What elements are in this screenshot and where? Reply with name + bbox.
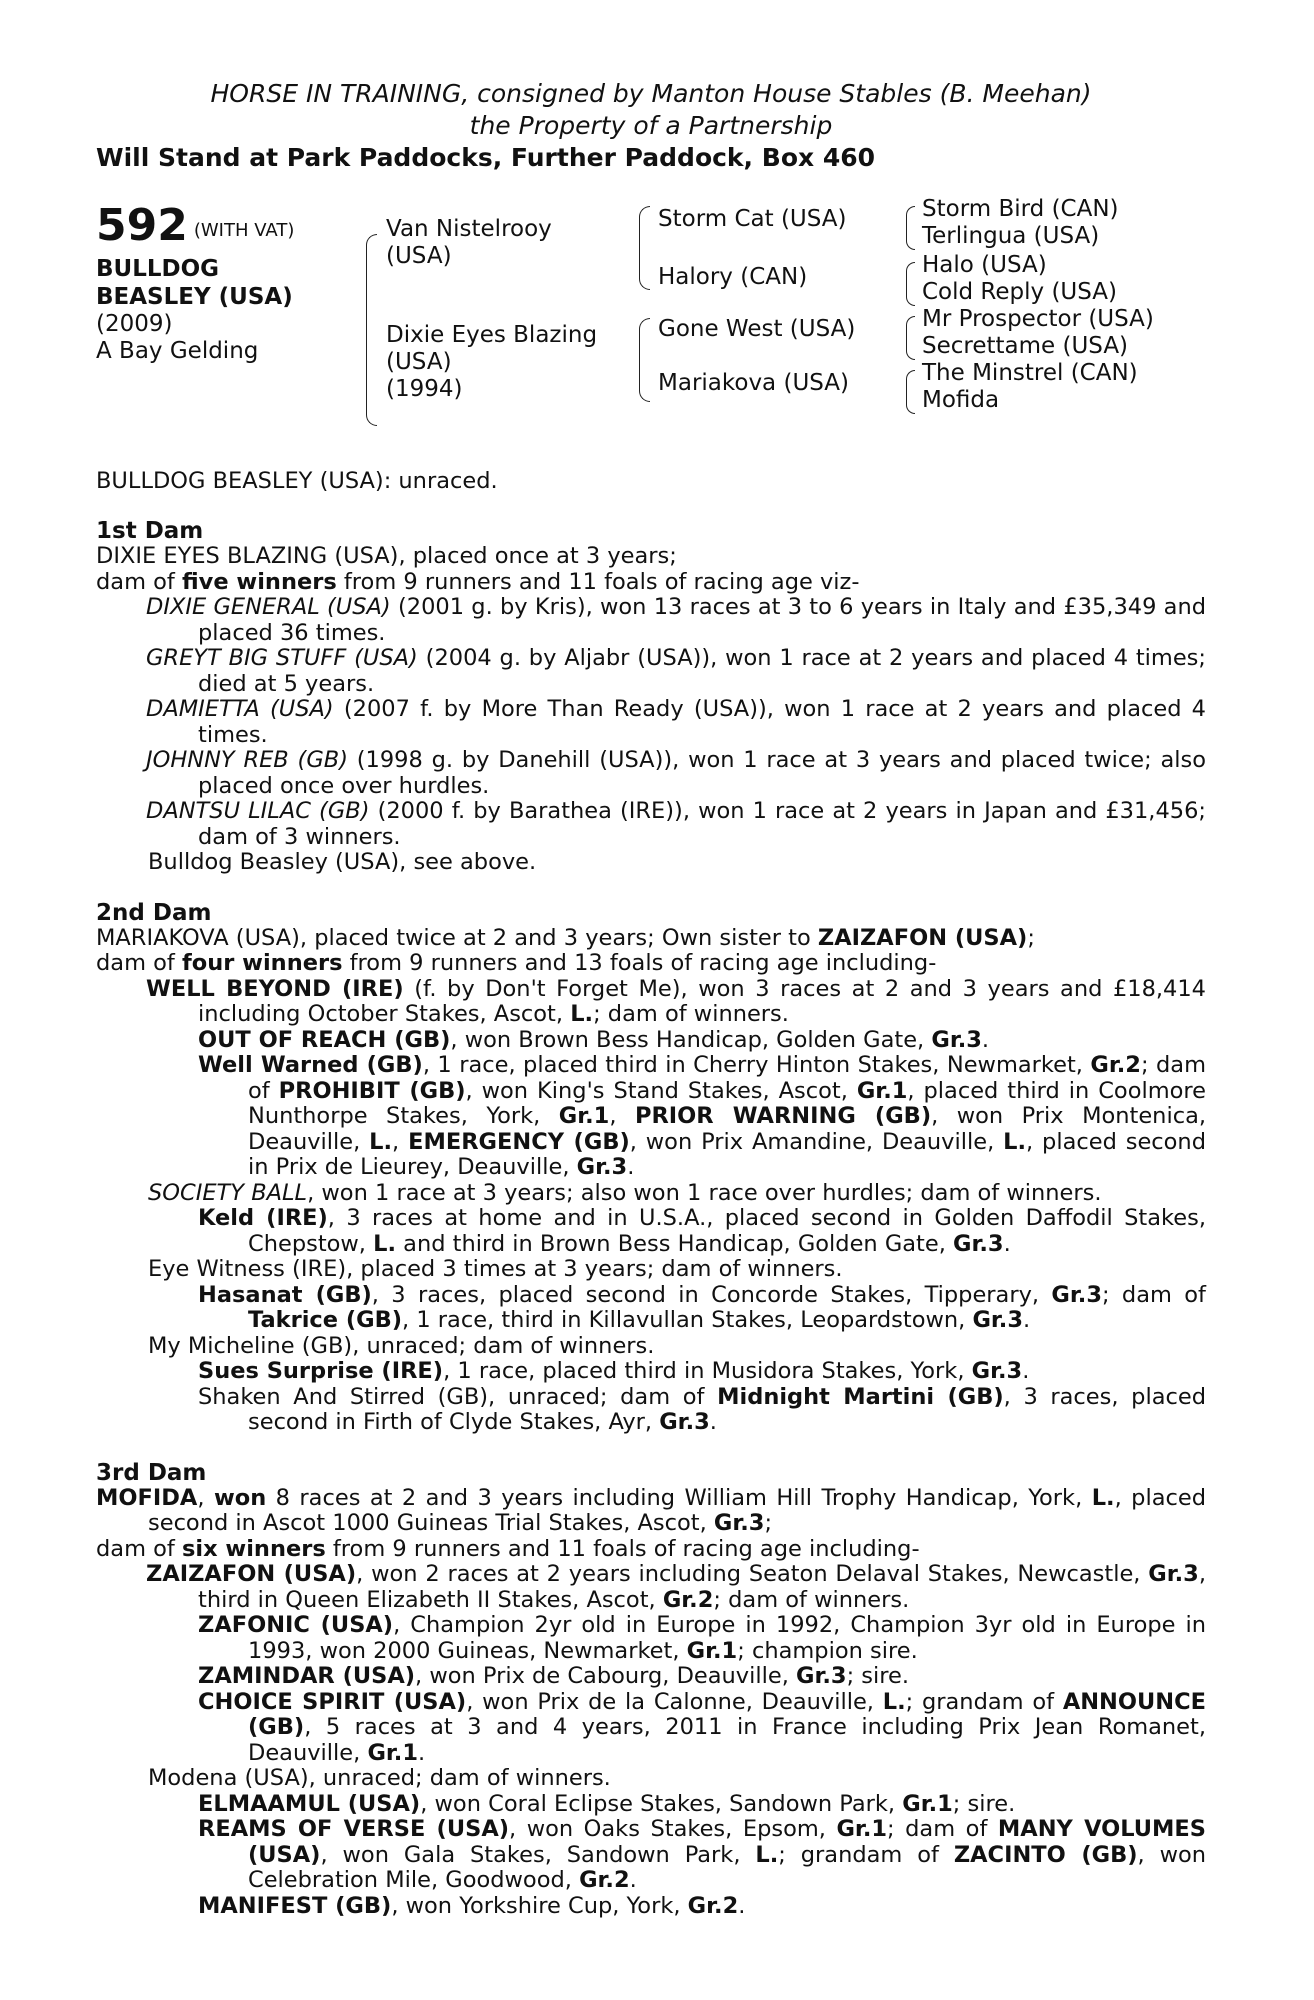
dam-sire: Gone West (USA) [658,316,856,342]
produce-entry: Hasanat (GB), 3 races, placed second in Concorde Stakes, Tipperary, Gr.3; dam of Takrice (GB), 1 race, third in Killavullan Stakes, Leopardstown, Gr.3. [198,1281,1206,1333]
catalogue-page [96,78,1206,1919]
produce-entry: DAMIETTA (USA) (2007 f. by More Than Ready (USA)), won 1 race at 2 years and placed 4 times. [146,696,1206,748]
lot-number: 592 [96,200,188,251]
gen3-8: Mofida [922,387,1000,413]
produce-entry: WELL BEYOND (IRE) (f. by Don't Forget Me), won 3 races at 2 and 3 years and £18,414 including October Stakes, Ascot, L.; dam of winners. [146,975,1206,1027]
produce-entry: Sues Surprise (IRE), 1 race, placed third in Musidora Stakes, York, Gr.3. [198,1358,1030,1384]
produce-entry: DIXIE GENERAL (USA) (2001 g. by Kris), won 13 races at 3 to 6 years in Italy and £35,349 and placed 36 times. [146,594,1206,646]
sire-dam: Halory (CAN) [658,264,808,290]
brace-gen1 [366,234,377,426]
produce-entry: ZAFONIC (USA), Champion 2yr old in Europe in 1992, Champion 3yr old in Europe in 1993, won 2000 Guineas, Newmarket, Gr.1; champion sire. [198,1612,1206,1664]
sire-sire: Storm Cat (USA) [658,206,847,232]
produce-entry: REAMS OF VERSE (USA), won Oaks Stakes, Epsom, Gr.1; dam of MANY VOLUMES (USA), won Gala Stakes, Sandown Park, L.; grandam of ZACINTO (GB), won Celebration Mile, Goodwood, Gr.2. [198,1816,1206,1893]
gen3-7: The Minstrel (CAN) [922,360,1138,386]
vat-note: (WITH VAT) [193,220,295,241]
brace-g3-2 [906,262,915,306]
produce-entry: Keld (IRE), 3 races at home and in U.S.A., placed second in Golden Daffodil Stakes, Chepstow, L. and third in Brown Bess Handicap, Golden Gate, Gr.3. [198,1205,1206,1257]
produce-entry: OUT OF REACH (GB), won Brown Bess Handicap, Golden Gate, Gr.3. [198,1026,990,1053]
produce-entry: ZAIZAFON (USA), won 2 races at 2 years including Seaton Delaval Stakes, Newcastle, Gr.3, third in Queen Elizabeth II Stakes, Ascot, Gr.2; dam of winners. [146,1561,1206,1613]
produce-entry: SOCIETY BALL, won 1 race at 3 years; also won 1 race over hurdles; dam of winners. [148,1179,1102,1206]
horse-name-line2: BEASLEY (USA) [96,284,293,310]
brace-g3-3 [906,316,915,360]
dam: Dixie Eyes Blazing (USA) (1994) [386,322,598,402]
brace-g3-4 [906,370,915,414]
produce-entry: ELMAAMUL (USA), won Coral Eclipse Stakes, Sandown Park, Gr.1; sire. [198,1790,1016,1817]
gen3-2: Terlingua (USA) [922,223,1100,249]
produce-entry: Well Warned (GB), 1 race, placed third in Cherry Hinton Stakes, Newmarket, Gr.2; dam of PROHIBIT (GB), won King's Stand Stakes, Ascot, Gr.1, placed third in Coolmore Nunthorpe Stakes, York, Gr.1, PRIOR WARNING (GB), won Prix Montenica, Deauville, L., EMERGENCY (GB), won Prix Amandine, Deauville, L., placed second in Prix de Lieurey, Deauville, Gr.3. [198,1052,1207,1180]
produce-entry: CHOICE SPIRIT (USA), won Prix de la Calonne, Deauville, L.; grandam of ANNOUNCE (GB), 5 races at 3 and 4 years, 2011 in France including Prix Jean Romanet, Deauville, Gr.1. [198,1688,1206,1766]
lot-header [96,78,1206,174]
gen3-5: Mr Prospector (USA) [922,306,1154,332]
brace-g3-1 [906,206,915,250]
produce-entry: GREYT BIG STUFF (USA) (2004 g. by Aljabr (USA)), won 1 race at 2 years and placed 4 times; died at 5 years. [146,645,1206,697]
brace-dam-line [639,318,650,402]
brace-sire-line [639,206,650,290]
produce-entry: Bulldog Beasley (USA), see above. [148,849,537,875]
second-dam-section: MARIAKOVA (USA), placed twice at 2 and 3 years; Own sister to ZAIZAFON (USA); dam of four winners from 9 runners and 13 foals of racing age including- WELL BEYOND (IRE) (f. by Don't Forget Me), won 3 races at 2 and 3 years and £18,414 including October Stakes, Ascot, L.; dam of winners. OUT OF REACH (GB), won Brown Bess Handicap, Golden Gate, Gr.3. Well Warned (GB), 1 race, placed third in Cherry Hinton Stakes, Newmarket, Gr.2; dam of PROHIBIT (GB), won King's Stand Stakes, Ascot, Gr.1, placed third in Coolmore Nunthorpe Stakes, York, Gr.1, PRIOR WARNING (GB), won Prix Montenica, Deauville, L., EMERGENCY (GB), won Prix Amandine, Deauville, L., placed second in Prix de Lieurey, Deauville, Gr.3. SOCIETY BALL, won 1 race at 3 years; also won 1 race over hurdles; dam of winners. Keld (IRE), 3 races at home and in U.S.A., placed second in Golden Daffodil Stakes, Chepstow, L. and third in Brown Bess Handicap, Golden Gate, Gr.3. Eye Witness (IRE), placed 3 times at 3 years; dam of winners. Hasanat (GB), 3 races, placed second in Concorde Stakes, Tipperary, Gr.3; dam of Takrice (GB), 1 race, third in Killavullan Stakes, Leopardstown, Gr.3. My Micheline (GB), unraced; dam of winners. Sues Surprise (IRE), 1 race, placed third in Musidora Stakes, York, Gr.3. Shaken And Stirred (GB), unraced; dam of Midnight Martini (GB), 3 races, placed second in Firth of Clyde Stakes, Ayr, Gr.3. [96,924,1207,1435]
third-dam-heading: 3rd Dam [96,1459,207,1486]
produce-entry: Eye Witness (IRE), placed 3 times at 3 years; dam of winners. [148,1256,843,1282]
produce-entry: Shaken And Stirred (GB), unraced; dam of Midnight Martini (GB), 3 races, placed second in Firth of Clyde Stakes, Ayr, Gr.3. [198,1383,1206,1435]
race-record: BULLDOG BEASLEY (USA): unraced. [96,468,498,494]
produce-entry: Modena (USA), unraced; dam of winners. [148,1765,611,1791]
gen3-3: Halo (USA) [922,252,1047,278]
sire: Van Nistelrooy (USA) [386,216,552,269]
foaling-year: (2009) [96,311,173,337]
gen3-4: Cold Reply (USA) [922,279,1117,305]
third-dam-section: MOFIDA, won 8 races at 2 and 3 years including William Hill Trophy Handicap, York, L., placed second in Ascot 1000 Guineas Trial Stakes, Ascot, Gr.3; dam of six winners from 9 runners and 11 foals of racing age including- ZAIZAFON (USA), won 2 races at 2 years including Seaton Delaval Stakes, Newcastle, Gr.3, third in Queen Elizabeth II Stakes, Ascot, Gr.2; dam of winners. ZAFONIC (USA), Champion 2yr old in Europe in 1992, Champion 3yr old in Europe in 1993, won 2000 Guineas, Newmarket, Gr.1; champion sire. ZAMINDAR (USA), won Prix de Cabourg, Deauville, Gr.3; sire. CHOICE SPIRIT (USA), won Prix de la Calonne, Deauville, L.; grandam of ANNOUNCE (GB), 5 races at 3 and 4 years, 2011 in France including Prix Jean Romanet, Deauville, Gr.1. Modena (USA), unraced; dam of winners. ELMAAMUL (USA), won Coral Eclipse Stakes, Sandown Park, Gr.1; sire. REAMS OF VERSE (USA), won Oaks Stakes, Epsom, Gr.1; dam of MANY VOLUMES (USA), won Gala Stakes, Sandown Park, L.; grandam of ZACINTO (GB), won Celebration Mile, Goodwood, Gr.2. MANIFEST (GB), won Yorkshire Cup, York, Gr.2. [96,1484,1206,1919]
first-dam-heading: 1st Dam [96,518,204,544]
dam-dam: Mariakova (USA) [658,370,850,396]
horse-description: A Bay Gelding [96,338,259,364]
consignor-line: HORSE IN TRAINING, consigned by Manton House Stables (B. Meehan) [210,79,1092,108]
produce-entry: JOHNNY REB (GB) (1998 g. by Danehill (USA)), won 1 race at 3 years and placed twice; also placed once over hurdles. [146,747,1206,799]
gen3-1: Storm Bird (CAN) [922,196,1119,222]
property-line: the Property of a Partnership [469,111,833,140]
first-dam-section: DIXIE EYES BLAZING (USA), placed once at 3 years; dam of five winners from 9 runners and 11 foals of racing age viz- DIXIE GENERAL (USA) (2001 g. by Kris), won 13 races at 3 to 6 years in Italy and £35,349 and placed 36 times. GREYT BIG STUFF (USA) (2004 g. by Aljabr (USA)), won 1 race at 2 years and placed 4 times; died at 5 years. DAMIETTA (USA) (2007 f. by More Than Ready (USA)), won 1 race at 2 years and placed 4 times. JOHNNY REB (GB) (1998 g. by Danehill (USA)), won 1 race at 3 years and placed twice; also placed once over hurdles. DANTSU LILAC (GB) (2000 f. by Barathea (IRE)), won 1 race at 2 years in Japan and £31,456; dam of 3 winners. Bulldog Beasley (USA), see above. [96,543,1206,875]
lot-info [96,202,294,365]
second-dam-heading: 2nd Dam [96,899,212,926]
produce-entry: MANIFEST (GB), won Yorkshire Cup, York, Gr.2. [198,1892,746,1919]
produce-entry: My Micheline (GB), unraced; dam of winners. [148,1332,655,1359]
stand-location: Will Stand at Park Paddocks, Further Paddock, Box 460 [96,143,876,172]
pedigree-table [96,194,1206,454]
produce-entry: ZAMINDAR (USA), won Prix de Cabourg, Deauville, Gr.3; sire. [198,1663,910,1689]
produce-entry: DANTSU LILAC (GB) (2000 f. by Barathea (IRE)), won 1 race at 2 years in Japan and £31,456; dam of 3 winners. [146,798,1206,850]
gen3-6: Secrettame (USA) [922,333,1129,359]
horse-name-line1: BULLDOG [96,256,220,282]
